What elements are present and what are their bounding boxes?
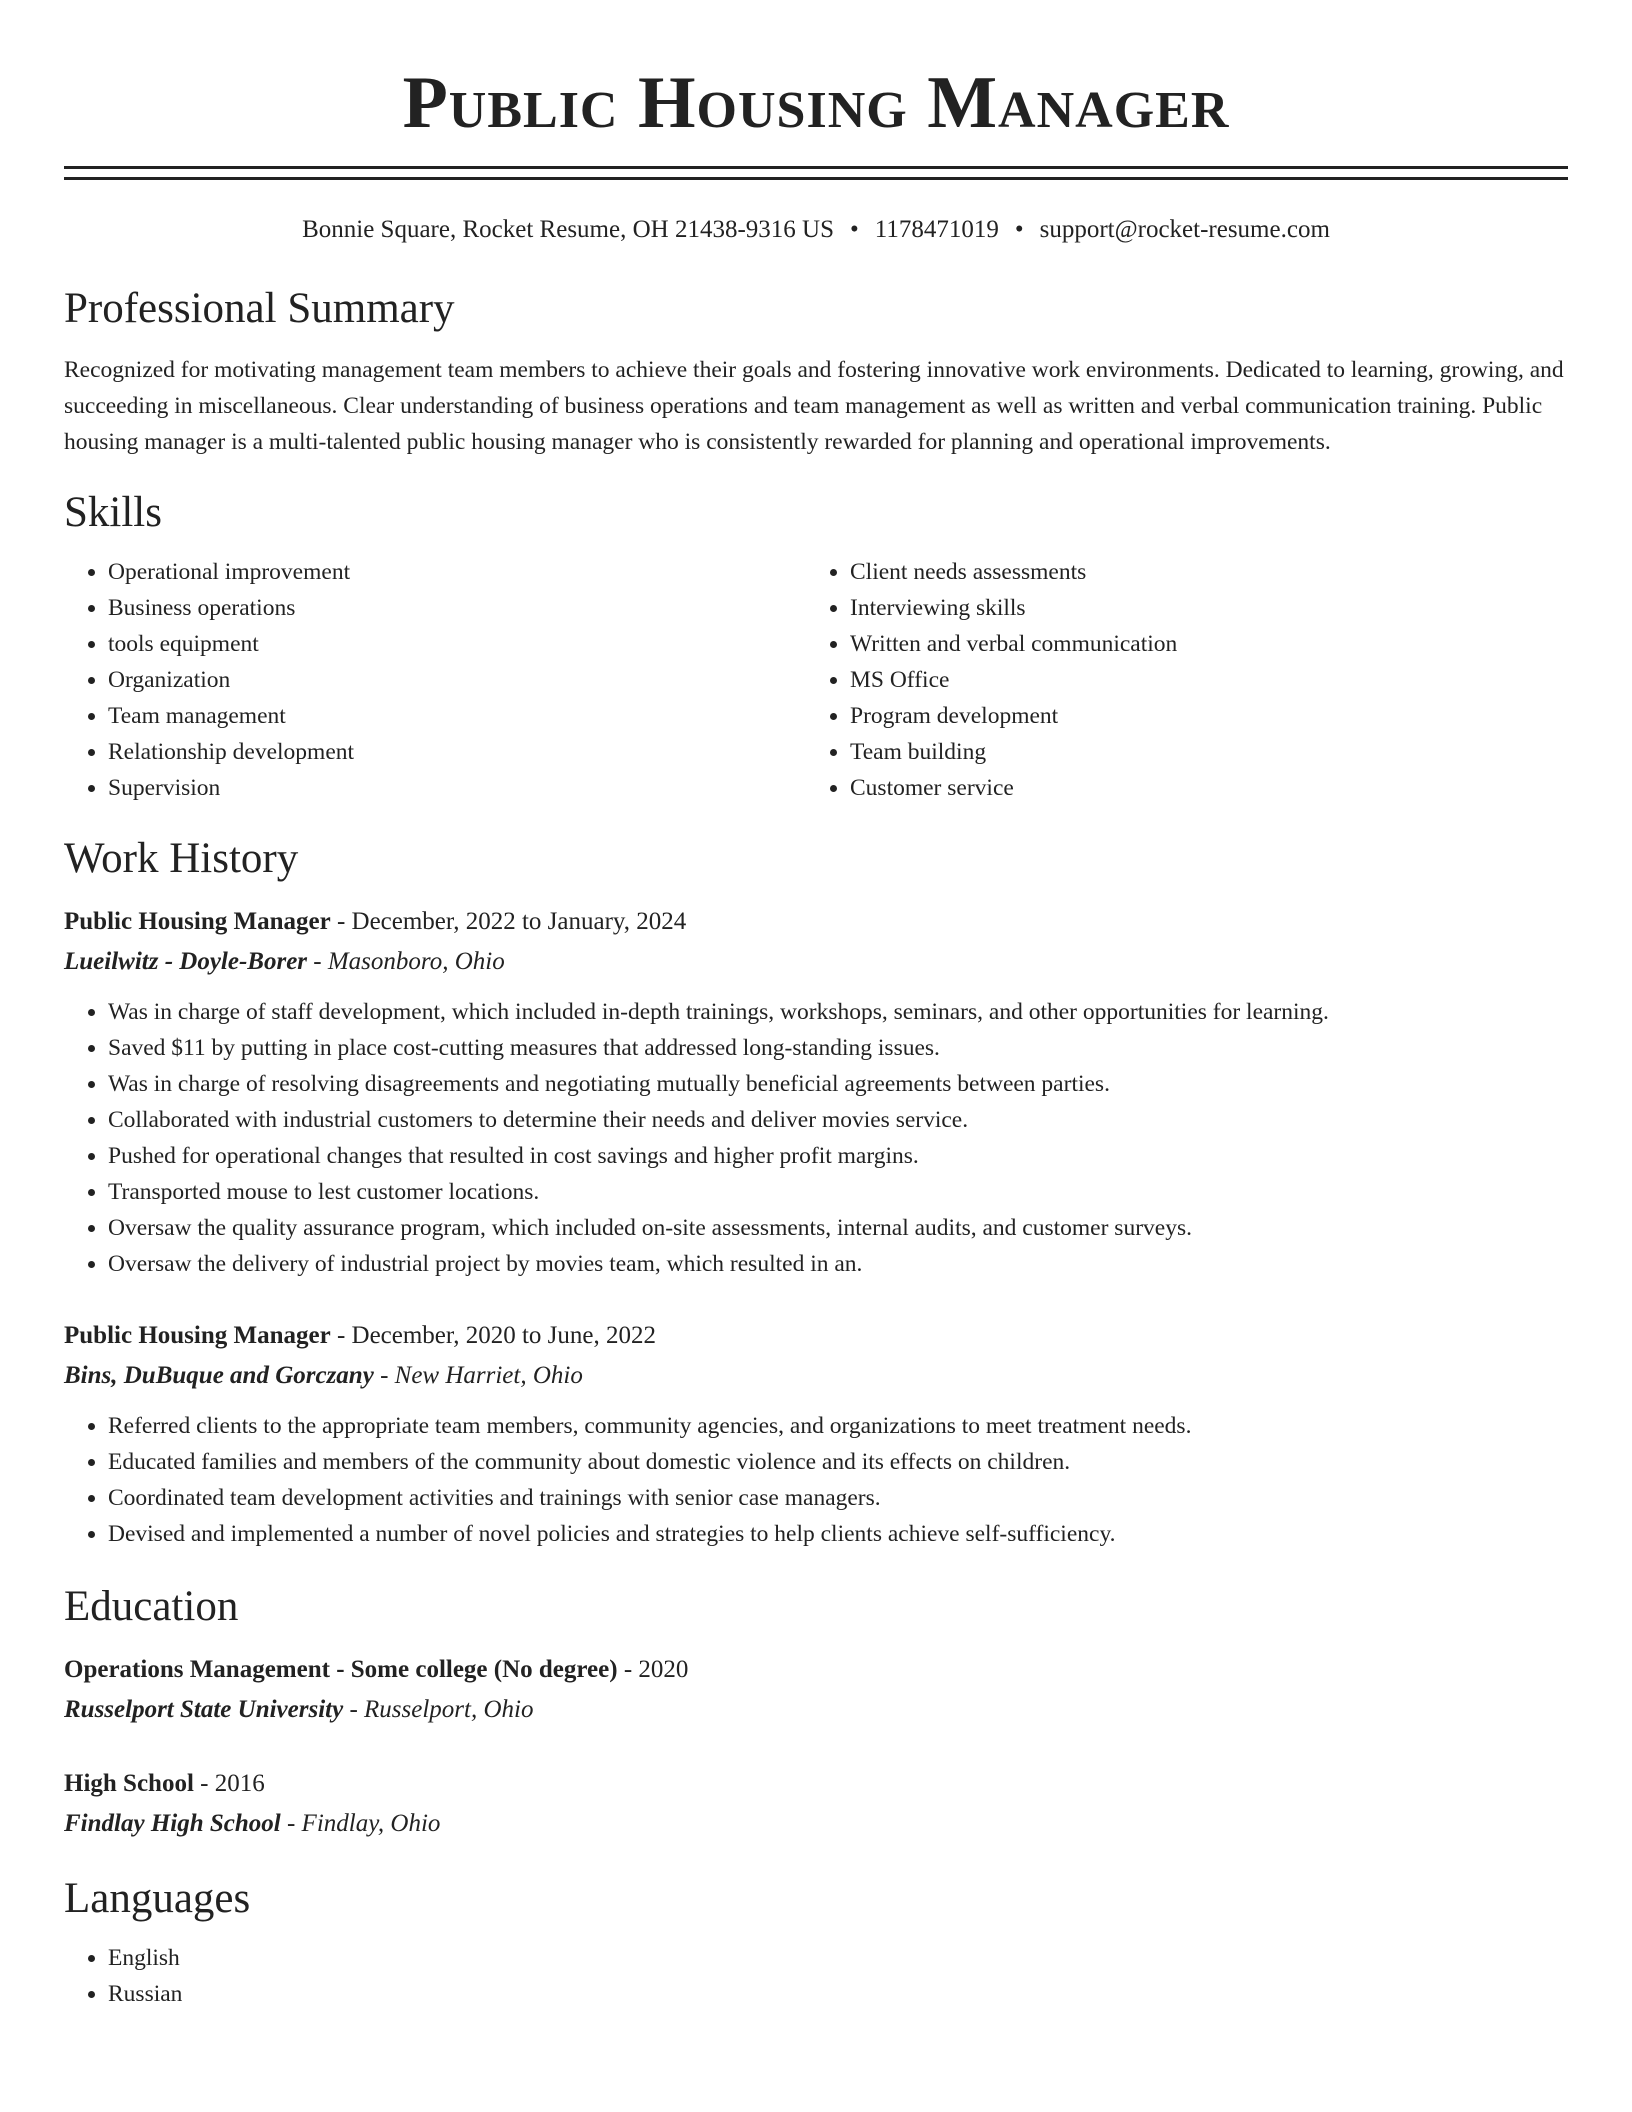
education-year: - 2020: [617, 1656, 689, 1683]
education-location: - Findlay, Ohio: [280, 1810, 441, 1837]
education-school-line: [64, 1804, 1568, 1844]
job-bullet: • Pushed for operational changes that resulted in cost savings and higher profit margins.: [108, 1138, 1568, 1174]
job-location: - New Harriet, Ohio: [373, 1362, 583, 1389]
skill-item: • Team management: [108, 698, 806, 734]
candidate-name: Public Housing Manager: [402, 62, 1230, 144]
skill-item: • Supervision: [108, 770, 806, 806]
skill-item: • Team building: [850, 734, 1548, 770]
job-entry: [64, 1316, 1568, 1552]
education-entry: [64, 1650, 1568, 1730]
education-school-line: [64, 1690, 1568, 1730]
skill-item: • MS Office: [850, 662, 1548, 698]
education-entry: [64, 1764, 1568, 1844]
education-school: Russelport State University: [64, 1696, 344, 1723]
job-bullet-list: [64, 994, 1568, 1282]
skills-list: [64, 554, 1568, 806]
job-role: Public Housing Manager: [64, 1322, 331, 1349]
job-bullet: • Referred clients to the appropriate team members, community agencies, and organizations to meet treatment needs.: [108, 1408, 1568, 1444]
summary-text: Recognized for motivating management team members to achieve their goals and fostering innovative work environments. Dedicated to learning, growing, and succeeding in miscellaneous. Clear understanding of business operations and team management as well as written and verbal communication training. Public housing manager is a multi-talented public housing manager who is consistently rewarded for planning and operational improvements.: [64, 357, 1564, 455]
job-company: Lueilwitz - Doyle-Borer: [64, 948, 308, 975]
education-degree: Operations Management - Some college (No degree): [64, 1656, 618, 1683]
job-bullet: • Devised and implemented a number of novel policies and strategies to help clients achieve self-sufficiency.: [108, 1516, 1568, 1552]
job-bullet: • Educated families and members of the community about domestic violence and its effects on children.: [108, 1444, 1568, 1480]
languages-list: [64, 1940, 1568, 2012]
job-entry: [64, 902, 1568, 1282]
skill-item: • Interviewing skills: [850, 590, 1548, 626]
skill-item: • Program development: [850, 698, 1548, 734]
job-bullet-list: [64, 1408, 1568, 1552]
contact-email: support@rocket-resume.com: [1039, 216, 1330, 243]
education-location: - Russelport, Ohio: [343, 1696, 534, 1723]
job-bullet: • Collaborated with industrial customers to determine their needs and deliver movies service.: [108, 1102, 1568, 1138]
job-role: Public Housing Manager: [64, 908, 331, 935]
header-divider: [64, 166, 1568, 180]
language-item: • English: [108, 1940, 1568, 1976]
education-heading: Education: [64, 1583, 239, 1630]
skill-item: • Written and verbal communication: [850, 626, 1548, 662]
skills-column-right: [806, 554, 1548, 806]
job-bullet: • Saved $11 by putting in place cost-cutting measures that addressed long-standing issues.: [108, 1030, 1568, 1066]
skill-item: • Operational improvement: [108, 554, 806, 590]
skill-item: • Customer service: [850, 770, 1548, 806]
education-year: - 2016: [193, 1770, 265, 1797]
job-bullet: • Oversaw the delivery of industrial project by movies team, which resulted in an.: [108, 1246, 1568, 1282]
contact-separator: •: [849, 216, 859, 243]
work-history-heading: Work History: [64, 835, 299, 882]
job-company-line: [64, 942, 1568, 982]
job-bullet: • Was in charge of resolving disagreements and negotiating mutually beneficial agreements between parties.: [108, 1066, 1568, 1102]
languages-heading: Languages: [64, 1875, 251, 1922]
skills-heading: Skills: [64, 489, 162, 536]
job-dates: - December, 2020 to June, 2022: [330, 1322, 656, 1349]
job-bullet: • Coordinated team development activities and trainings with senior case managers.: [108, 1480, 1568, 1516]
job-company-line: [64, 1356, 1568, 1396]
education-school: Findlay High School: [64, 1810, 281, 1837]
contact-address: Bonnie Square, Rocket Resume, OH 21438-9316 US: [302, 216, 834, 243]
job-bullet: • Oversaw the quality assurance program, which included on-site assessments, internal audits, and customer surveys.: [108, 1210, 1568, 1246]
job-location: - Masonboro, Ohio: [307, 948, 505, 975]
skills-column-left: [64, 554, 806, 806]
skill-item: • tools equipment: [108, 626, 806, 662]
skill-item: • Client needs assessments: [850, 554, 1548, 590]
job-dates: - December, 2022 to January, 2024: [330, 908, 687, 935]
summary-heading: Professional Summary: [64, 285, 455, 332]
job-title-line: [64, 1316, 1568, 1356]
job-title-line: [64, 902, 1568, 942]
education-degree: High School: [64, 1770, 194, 1797]
skill-item: • Relationship development: [108, 734, 806, 770]
skill-item: • Organization: [108, 662, 806, 698]
contact-line: [64, 214, 1568, 246]
job-company: Bins, DuBuque and Gorczany: [64, 1362, 374, 1389]
skill-item: • Business operations: [108, 590, 806, 626]
contact-separator: •: [1014, 216, 1024, 243]
language-item: • Russian: [108, 1976, 1568, 2012]
education-degree-line: [64, 1650, 1568, 1690]
job-bullet: • Was in charge of staff development, which included in-depth trainings, workshops, seminars, and other opportunities for learning.: [108, 994, 1568, 1030]
job-bullet: • Transported mouse to lest customer locations.: [108, 1174, 1568, 1210]
education-degree-line: [64, 1764, 1568, 1804]
contact-phone: 1178471019: [874, 216, 999, 243]
